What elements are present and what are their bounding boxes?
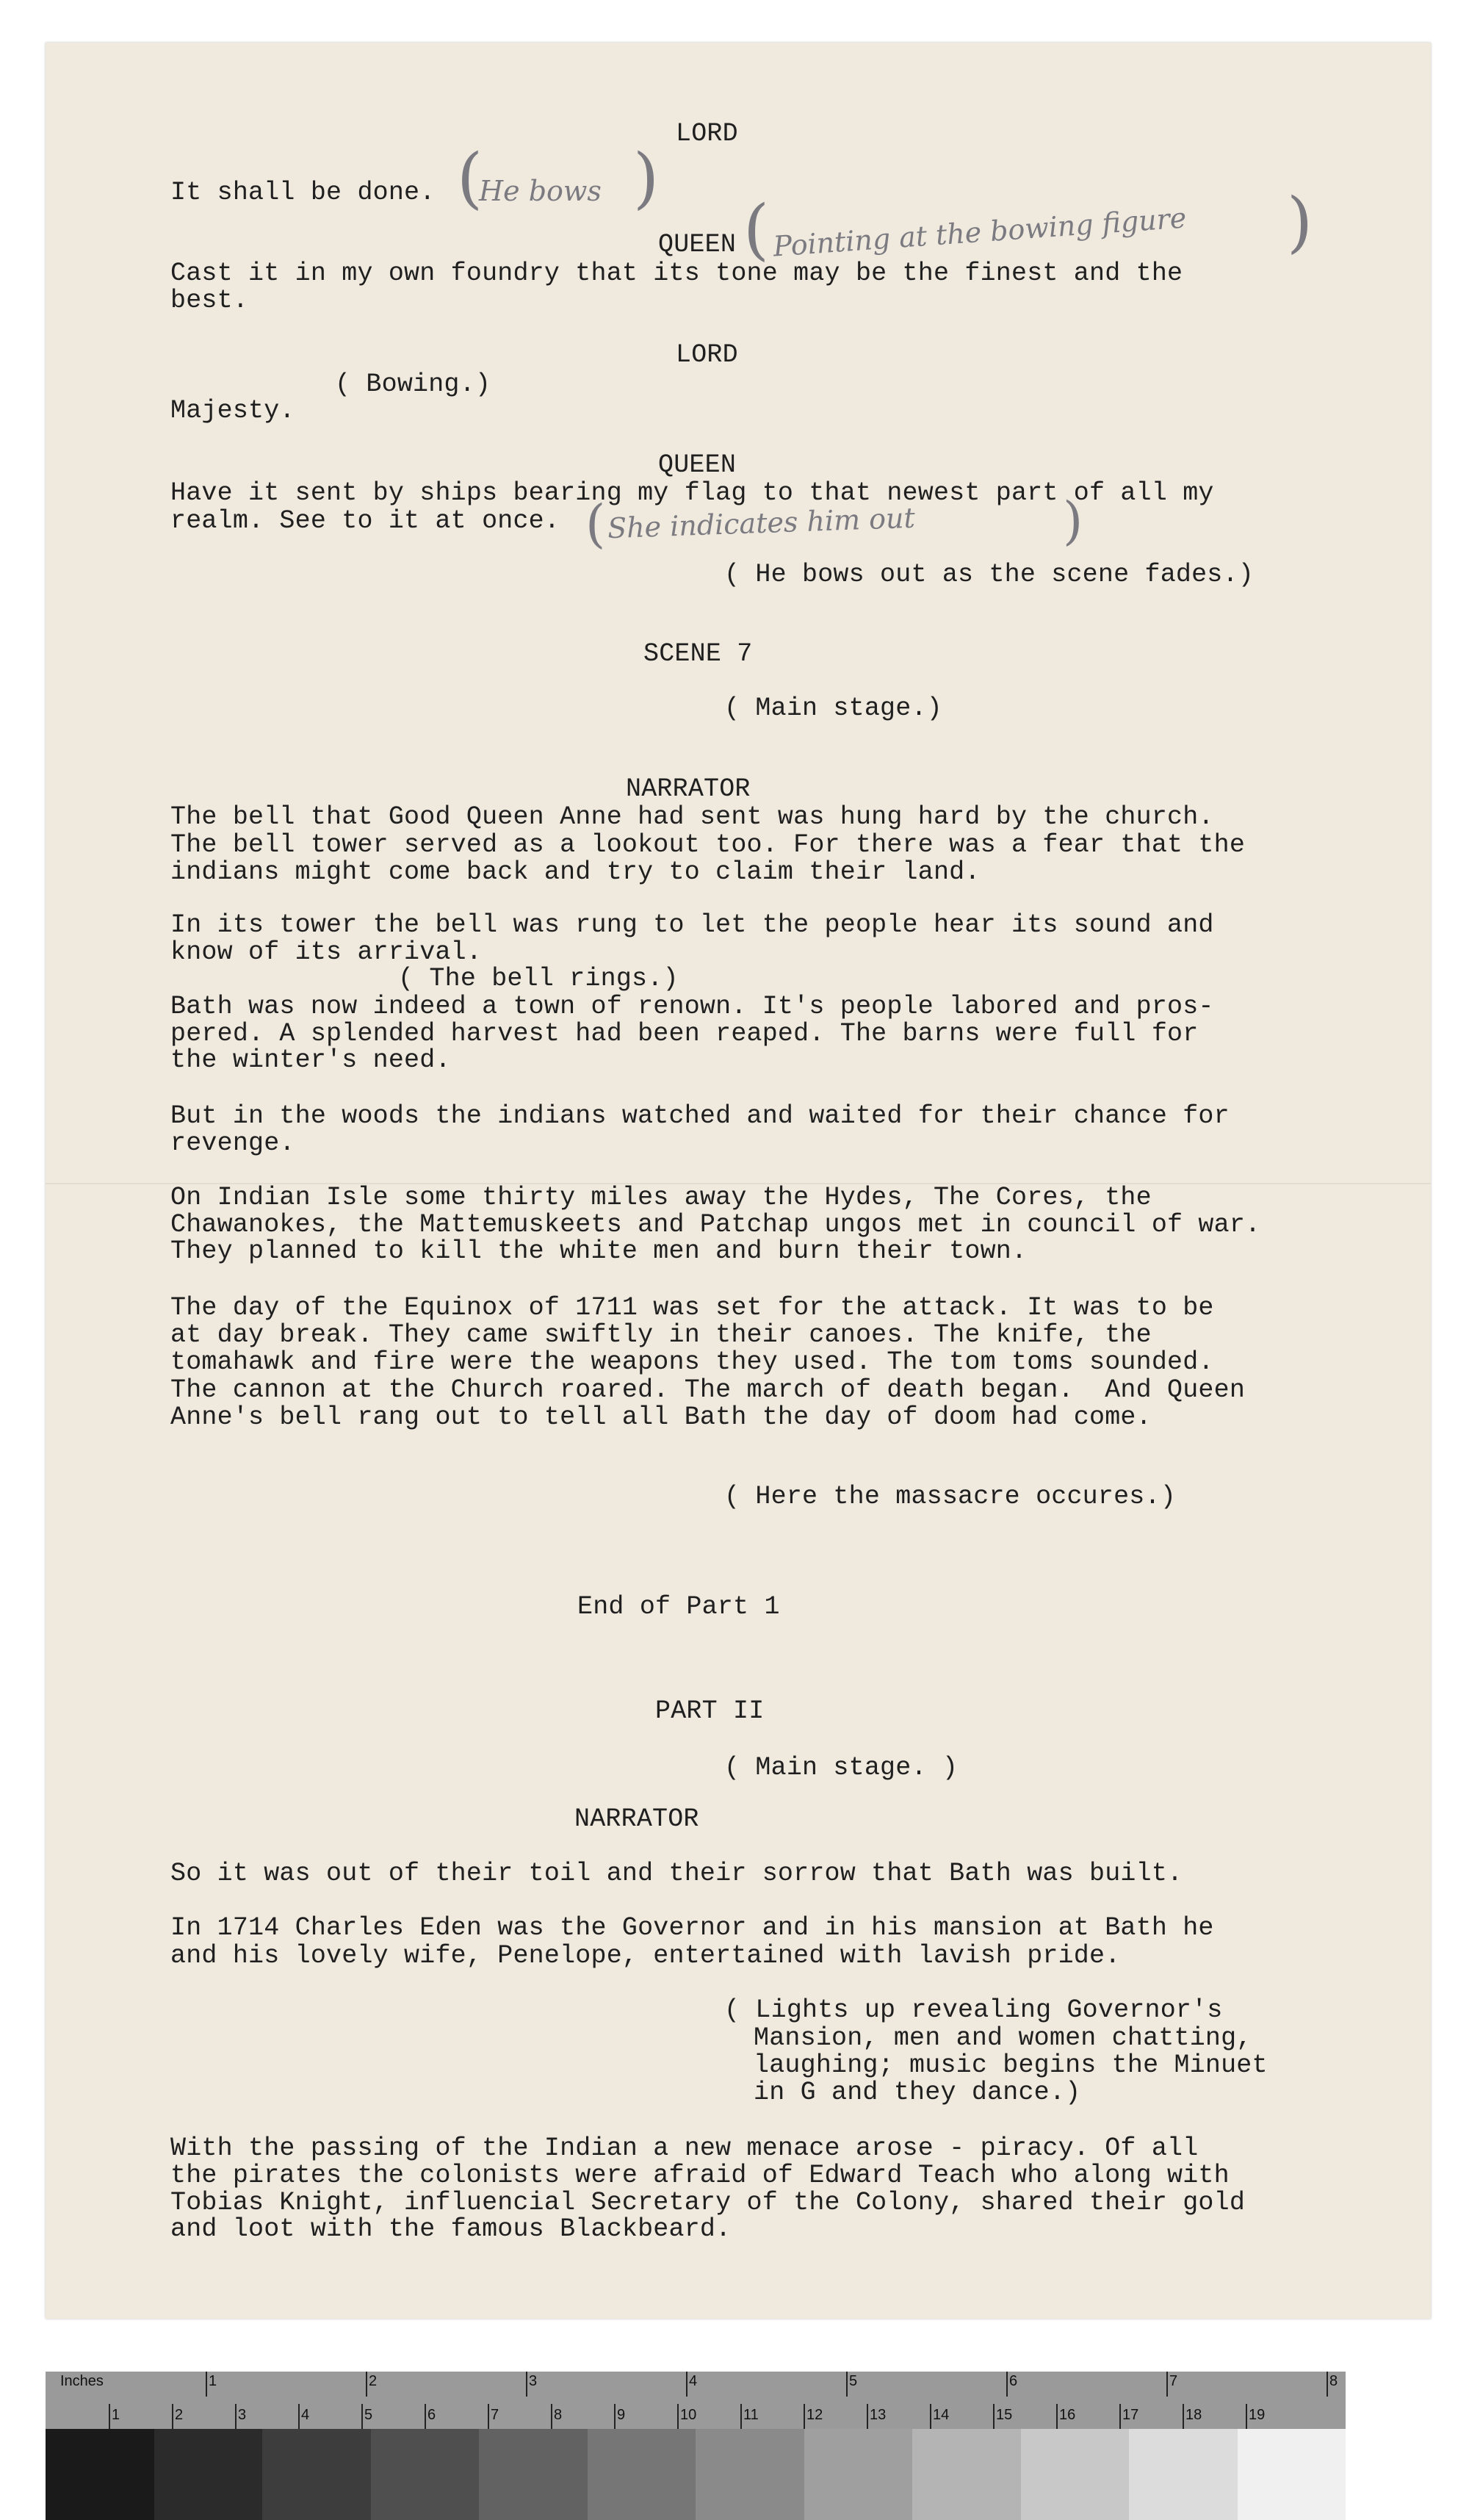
cm-tick — [993, 2404, 995, 2429]
cm-label: 10 — [680, 2407, 697, 2423]
inch-label: 6 — [1009, 2373, 1018, 2389]
speaker-lord: LORD — [676, 340, 738, 370]
gray-patch — [912, 2429, 1021, 2520]
narration-line: pered. A splended harvest had been reaped. The barns were full for — [170, 1019, 1199, 1048]
color-calibration-ruler — [46, 2372, 1346, 2520]
narration-line: Tobias Knight, influencial Secretary of the Colony, shared their gold — [170, 2188, 1246, 2217]
narration-line: revenge. — [170, 1128, 295, 1158]
cm-tick — [551, 2404, 552, 2429]
narration-line: They planned to kill the white men and burn their town. — [170, 1236, 1028, 1266]
handwritten-annotation: He bows — [479, 175, 602, 207]
narration-line: and loot with the famous Blackbeard. — [170, 2214, 732, 2244]
cm-label: 17 — [1122, 2407, 1139, 2423]
cm-tick — [930, 2404, 931, 2429]
cm-tick — [614, 2404, 616, 2429]
cm-label: 16 — [1059, 2407, 1076, 2423]
cm-tick — [109, 2404, 110, 2429]
dialogue-line: Have it sent by ships bearing my flag to that newest part of all my — [170, 478, 1214, 508]
stage-direction: laughing; music begins the Minuet — [754, 2051, 1268, 2080]
cm-label: 3 — [238, 2407, 247, 2423]
cm-tick — [740, 2404, 742, 2429]
gray-patch — [371, 2429, 480, 2520]
speaker-lord: LORD — [676, 119, 738, 148]
cm-label: 8 — [554, 2407, 563, 2423]
dialogue-line: Majesty. — [170, 396, 295, 425]
pencil-paren-open: ( — [743, 191, 770, 268]
narration-line: tomahawk and fire were the weapons they used. The tom toms sounded. — [170, 1347, 1214, 1377]
cm-tick — [677, 2404, 679, 2429]
cm-label: 5 — [364, 2407, 373, 2423]
part-heading: PART II — [655, 1696, 765, 1726]
cm-label: 2 — [175, 2407, 184, 2423]
gray-patch — [804, 2429, 913, 2520]
inch-label: 7 — [1169, 2373, 1178, 2389]
inch-label: 2 — [369, 2373, 378, 2389]
narration-line: Chawanokes, the Mattemuskeets and Patchap ungos met in council of war. — [170, 1210, 1261, 1239]
inch-tick — [366, 2372, 367, 2397]
cm-tick — [235, 2404, 237, 2429]
narration-line: The day of the Equinox of 1711 was set for the attack. It was to be — [170, 1293, 1214, 1322]
cm-label: 7 — [491, 2407, 499, 2423]
gray-patch — [1021, 2429, 1130, 2520]
gray-patch — [154, 2429, 263, 2520]
pencil-paren-open: ( — [585, 494, 606, 554]
inch-tick — [1327, 2372, 1328, 2397]
cm-label: 12 — [806, 2407, 823, 2423]
narration-line: The cannon at the Church roared. The march of death began. And Queen — [170, 1375, 1246, 1405]
narration-line: Anne's bell rang out to tell all Bath the day of doom had come. — [170, 1403, 1152, 1432]
narration-line: the pirates the colonists were afraid of Edward Teach who along with — [170, 2161, 1230, 2190]
cm-tick — [1056, 2404, 1058, 2429]
narration-line: On Indian Isle some thirty miles away the Hydes, The Cores, the — [170, 1183, 1152, 1212]
inch-label: 8 — [1329, 2373, 1338, 2389]
speaker-narrator: NARRATOR — [626, 774, 751, 804]
narration-line: But in the woods the indians watched and waited for their chance for — [170, 1101, 1230, 1131]
cm-label: 15 — [996, 2407, 1013, 2423]
stage-direction: ( Lights up revealing Governor's — [724, 1995, 1223, 2025]
gray-patch — [262, 2429, 371, 2520]
cm-label: 1 — [112, 2407, 120, 2423]
stage-direction: ( Main stage. ) — [724, 1753, 959, 1782]
gray-patch — [1238, 2429, 1346, 2520]
narration-line: Bath was now indeed a town of renown. It's people labored and pros- — [170, 992, 1214, 1021]
cm-tick — [867, 2404, 868, 2429]
cm-tick — [298, 2404, 300, 2429]
narration-line: The bell that Good Queen Anne had sent was hung hard by the church. — [170, 802, 1214, 832]
handwritten-annotation: Pointing at the bowing figure — [772, 201, 1188, 263]
ruler-unit-label: Inches — [60, 2373, 104, 2389]
inch-tick — [1006, 2372, 1008, 2397]
speaker-narrator: NARRATOR — [574, 1804, 699, 1834]
dialogue-line: Cast it in my own foundry that its tone may be the finest and the — [170, 259, 1183, 288]
stage-direction: ( He bows out as the scene fades.) — [724, 560, 1254, 589]
stage-direction: ( Bowing.) — [335, 370, 491, 399]
pencil-paren-close: ) — [1063, 491, 1083, 551]
pencil-paren-open: ( — [457, 140, 483, 217]
dialogue-line: best. — [170, 286, 249, 315]
inch-label: 5 — [849, 2373, 858, 2389]
cm-tick — [1119, 2404, 1121, 2429]
handwritten-annotation: She indicates him out — [607, 501, 916, 545]
cm-label: 4 — [301, 2407, 310, 2423]
inch-tick — [206, 2372, 207, 2397]
narration-line: With the passing of the Indian a new menace arose - piracy. Of all — [170, 2134, 1199, 2163]
stage-direction: ( Here the massacre occures.) — [724, 1482, 1176, 1511]
stage-direction: ( Main stage.) — [724, 694, 942, 723]
cm-tick — [804, 2404, 805, 2429]
speaker-queen: QUEEN — [658, 450, 737, 480]
scene-heading: SCENE 7 — [643, 639, 753, 669]
gray-patch — [46, 2429, 154, 2520]
inch-label: 3 — [529, 2373, 538, 2389]
cm-label: 6 — [427, 2407, 436, 2423]
cm-tick — [1246, 2404, 1247, 2429]
inch-tick — [526, 2372, 527, 2397]
gray-patch — [588, 2429, 696, 2520]
cm-label: 18 — [1185, 2407, 1202, 2423]
narration-line: and his lovely wife, Penelope, entertained with lavish pride. — [170, 1941, 1121, 1970]
stage-direction: ( The bell rings.) — [398, 964, 679, 993]
inch-label: 1 — [209, 2373, 217, 2389]
narration-line: know of its arrival. — [170, 937, 483, 967]
narration-line: the winter's need. — [170, 1045, 451, 1075]
inch-tick — [1166, 2372, 1168, 2397]
cm-label: 11 — [743, 2407, 759, 2423]
cm-tick — [172, 2404, 173, 2429]
inch-tick — [846, 2372, 848, 2397]
cm-label: 14 — [933, 2407, 950, 2423]
part-end-heading: End of Part 1 — [577, 1592, 780, 1621]
cm-tick — [425, 2404, 426, 2429]
gray-patch — [1129, 2429, 1238, 2520]
cm-tick — [1183, 2404, 1184, 2429]
pencil-paren-close: ) — [1287, 184, 1313, 261]
inch-label: 4 — [689, 2373, 698, 2389]
narration-line: In its tower the bell was rung to let the people hear its sound and — [170, 910, 1214, 940]
dialogue-line: realm. See to it at once. — [170, 506, 560, 536]
narration-line: In 1714 Charles Eden was the Governor and in his mansion at Bath he — [170, 1913, 1214, 1943]
gray-patch — [479, 2429, 588, 2520]
stage-direction: Mansion, men and women chatting, — [754, 2023, 1252, 2053]
narration-line: indians might come back and try to claim their land. — [170, 857, 981, 887]
gray-scale-strip — [46, 2429, 1346, 2520]
cm-label: 9 — [617, 2407, 626, 2423]
speaker-queen: QUEEN — [658, 230, 737, 259]
narration-line: The bell tower served as a lookout too. For there was a fear that the — [170, 830, 1246, 860]
pencil-paren-close: ) — [633, 140, 660, 217]
stage-direction: in G and they dance.) — [754, 2078, 1081, 2107]
typescript-page — [46, 43, 1431, 2319]
dialogue-line: It shall be done. — [170, 178, 436, 207]
cm-label: 13 — [870, 2407, 887, 2423]
gray-patch — [696, 2429, 804, 2520]
narration-line: at day break. They came swiftly in their canoes. The knife, the — [170, 1320, 1152, 1350]
inch-tick — [686, 2372, 687, 2397]
cm-label: 19 — [1249, 2407, 1266, 2423]
narration-line: So it was out of their toil and their sorrow that Bath was built. — [170, 1859, 1183, 1888]
cm-tick — [361, 2404, 363, 2429]
cm-tick — [488, 2404, 489, 2429]
